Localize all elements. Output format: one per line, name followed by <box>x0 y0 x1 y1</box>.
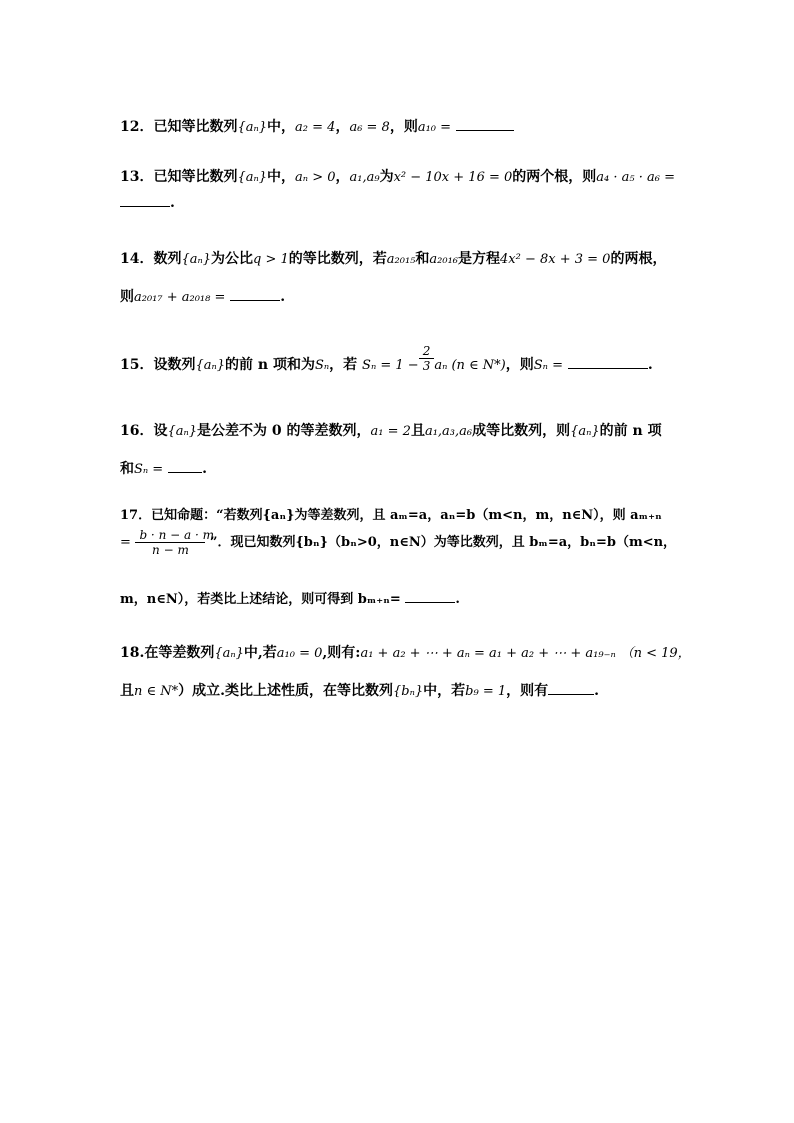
q16-condition-2: a₁,a₃,a₆ <box>424 424 473 439</box>
q18-condition-3: b₉ = 1 <box>465 684 507 699</box>
question-16 <box>120 420 700 480</box>
q16-sequence-2: {aₙ} <box>570 424 600 439</box>
q14-and: 和 <box>415 251 430 267</box>
question-17 <box>120 504 700 607</box>
q12-mid: 中， <box>267 119 296 135</box>
q14-end: . <box>280 289 286 305</box>
q14-mid2: 的等比数列，若 <box>288 251 387 267</box>
q13-end: . <box>170 195 175 211</box>
q14-equation: 4x² − 8x + 3 = 0 <box>500 252 611 267</box>
q18-condition-2: n ∈ N* <box>134 684 179 699</box>
q16-mid4: 的前 n 项 <box>599 423 662 439</box>
q13-mid2: 为 <box>379 169 394 185</box>
q18-line2-text: ）成立.类比上述性质，在等比数列 <box>178 683 394 699</box>
q15-sn: Sₙ <box>314 358 330 373</box>
q12-sep-2: ，则 <box>389 119 418 135</box>
q13-mid: 中， <box>267 169 296 185</box>
q14-mid: 为公比 <box>211 251 254 267</box>
q14-sequence: {aₙ} <box>181 252 212 267</box>
q13-condition-1: aₙ > 0 <box>295 170 336 185</box>
q16-line2-prefix: 和 <box>120 461 134 477</box>
q16-end: . <box>202 461 207 477</box>
q12-condition-2: a₆ = 8 <box>349 120 390 135</box>
q14-term-2: a₂₀₁₆ <box>429 252 459 267</box>
q12-target: a₁₀ = <box>417 120 452 135</box>
q14-mid3: 是方程 <box>458 251 501 267</box>
q16-target: Sₙ = <box>134 462 164 477</box>
q14-then: 则 <box>120 289 134 305</box>
q15-end: . <box>647 357 653 373</box>
q18-sequence-2: {bₙ} <box>393 684 424 699</box>
q17-line-3: m，n∈N），若类比上述结论，则可得到 bₘ₊ₙ= <box>120 592 401 607</box>
q18-equation: a₁ + a₂ + ⋯ + aₙ = a₁ + a₂ + ⋯ + a₁₉₋ₙ <box>360 646 616 661</box>
q16-condition-1: a₁ = 2 <box>370 424 411 439</box>
q17-end: . <box>455 592 460 607</box>
q16-mid: 是公差不为 0 的等差数列， <box>197 423 371 439</box>
q12-answer-blank[interactable] <box>456 118 514 131</box>
q15-mid3: ，则 <box>505 357 534 373</box>
q13-target: a₄ · a₅ · a₆ = <box>596 170 675 185</box>
question-13 <box>120 166 700 216</box>
q13-answer-blank[interactable] <box>120 194 170 207</box>
q13-equation: x² − 10x + 16 = 0 <box>393 170 513 185</box>
q17-line-2: ”．现已知数列{bₙ}（bₙ>0，n∈N）为等比数列，且 bₘ=a，bₙ=b（m<n， <box>209 535 677 550</box>
q13-condition-2: a₁,a₉ <box>349 170 380 185</box>
question-15 <box>120 344 700 384</box>
q15-fraction <box>419 344 435 373</box>
q15-sequence: {aₙ} <box>195 358 226 373</box>
q18-condition-range: （n < 19， <box>620 646 691 661</box>
q15-answer-blank[interactable] <box>568 356 648 369</box>
q13-sep: ， <box>335 169 350 185</box>
q16-answer-blank[interactable] <box>168 460 202 473</box>
q15-fraction-denominator: 3 <box>422 358 431 373</box>
q17-line-1: 17．已知命题：“若数列{aₙ}为等差数列，且 aₘ=a，aₙ=b（m<n，m，n∈N），则 aₘ₊ₙ <box>120 508 662 523</box>
q14-target: a₂₀₁₇ + a₂₀₁₈ = <box>134 290 226 305</box>
question-12 <box>120 116 700 136</box>
q16-mid2: 且 <box>410 423 425 439</box>
q14-mid4: 的两根， <box>610 251 667 267</box>
q17-fraction <box>135 528 214 557</box>
q15-target: Sₙ = <box>533 358 563 373</box>
q18-sequence: {aₙ} <box>214 646 244 661</box>
q14-answer-blank[interactable] <box>230 288 280 301</box>
q18-condition-1: a₁₀ = 0 <box>276 646 323 661</box>
q14-term-1: a₂₀₁₅ <box>386 252 416 267</box>
q14-condition: q > 1 <box>253 252 289 267</box>
q14-prefix: 14．数列 <box>120 251 182 267</box>
q16-mid3: 成等比数列，则 <box>472 423 571 439</box>
q18-mid4: ，则有 <box>506 683 549 699</box>
q13-mid3: 的两个根，则 <box>512 169 597 185</box>
q18-mid: 中,若 <box>243 645 277 661</box>
question-18 <box>120 636 700 699</box>
q18-answer-blank[interactable] <box>548 682 594 695</box>
q15-mid: 的前 n 项和为 <box>225 357 315 373</box>
q16-sequence: {aₙ} <box>167 424 198 439</box>
q12-condition-1: a₂ = 4 <box>295 120 336 135</box>
q17-equals: = <box>120 535 131 550</box>
q18-end: . <box>594 683 599 699</box>
q17-fraction-numerator: b · n − a · m <box>135 528 205 543</box>
q18-mid3: 中，若 <box>423 683 466 699</box>
q13-sequence: {aₙ} <box>237 170 268 185</box>
q12-sep-1: ， <box>335 119 350 135</box>
q13-prefix: 13．已知等比数列 <box>120 169 238 185</box>
q16-prefix: 16．设 <box>120 423 168 439</box>
q15-formula-rhs: aₙ (n ∈ N*) <box>434 358 506 373</box>
q15-formula-lhs: Sₙ = 1 − <box>362 358 419 373</box>
q18-mid2: ,则有: <box>322 645 361 661</box>
q12-sequence: {aₙ} <box>237 120 268 135</box>
q17-fraction-denominator: n − m <box>152 543 189 557</box>
question-14 <box>120 248 700 308</box>
q17-answer-blank[interactable] <box>405 590 455 603</box>
q18-line2-prefix: 且 <box>120 683 134 699</box>
q18-prefix: 18.在等差数列 <box>120 645 215 661</box>
q15-fraction-numerator: 2 <box>419 344 435 359</box>
q15-mid2: ，若 <box>329 357 358 373</box>
q12-prefix: 12．已知等比数列 <box>120 119 238 135</box>
q15-prefix: 15．设数列 <box>120 357 196 373</box>
